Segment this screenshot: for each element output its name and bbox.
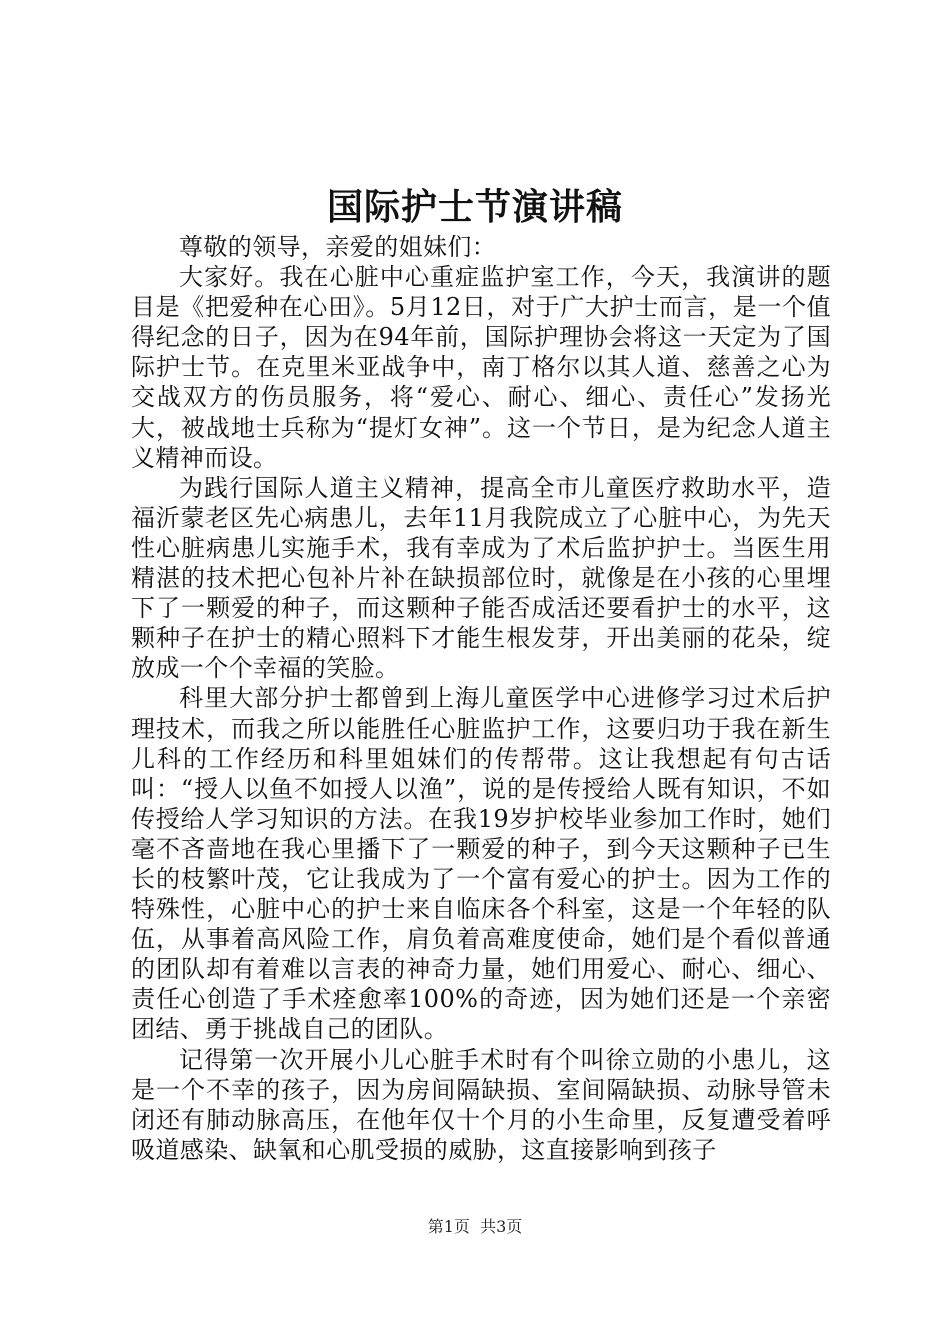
page-number-label: 第1页 共3页 [427, 1217, 523, 1236]
paragraph-intro: 大家好。我在心脏中心重症监护室工作，今天，我演讲的题目是《把爱种在心田》。5月12日，对于广大护士而言，是一个值得纪念的日子，因为在94年前，国际护理协会将这一天定为了国际护士节。在克里米亚战争中，南丁格尔以其人道、慈善之心为交战双方的伤员服务，将“爱心、耐心、细心、责任心”发扬光大，被战地士兵称为“提灯女神”。这一个节日，是为纪念人道主义精神而设。 [131, 263, 831, 472]
page-footer [0, 1216, 950, 1238]
document-title: 国际护士节演讲稿 [326, 186, 623, 228]
paragraph-heart-center: 为践行国际人道主义精神，提高全市儿童医疗救助水平，造福沂蒙老区先心病患儿，去年11月我院成立了心脏中心，为先天性心脏病患儿实施手术，我有幸成为了术后监护护士。当医生用精湛的技术把心包补片补在缺损部位时，就像是在小孩的心里埋下了一颗爱的种子，而这颗种子能否成活还要看护士的水平，这颗种子在护士的精心照料下才能生根发芽，开出美丽的花朵，绽放成一个个幸福的笑脸。 [131, 473, 831, 683]
document-body [131, 232, 831, 1165]
paragraph-team: 科里大部分护士都曾到上海儿童医学中心进修学习过术后护理技术，而我之所以能胜任心脏监护工作，这要归功于我在新生儿科的工作经历和科里姐妹们的传帮带。这让我想起有句古话叫：“授人以鱼不如授人以渔”，说的是传授给人既有知识，不如传授给人学习知识的方法。在我19岁护校毕业参加工作时，她们毫不吝啬地在我心里播下了一颗爱的种子，到今天这颗种子已生长的枝繁叶茂，它让我成为了一个富有爱心的护士。因为工作的特殊性，心脏中心的护士来自临床各个科室，这是一个年轻的队伍，从事着高风险工作，肩负着高难度使命，她们是个看似普通的团队却有着难以言表的神奇力量，她们用爱心、耐心、细心、责任心创造了手术痊愈率100%的奇迹，因为她们还是一个亲密团结、勇于挑战自己的团队。 [131, 684, 831, 1044]
paragraph-patient-story: 记得第一次开展小儿心脏手术时有个叫徐立勋的小患儿，这是一个不幸的孩子，因为房间隔缺损、室间隔缺损、动脉导管未闭还有肺动脉高压，在他年仅十个月的小生命里，反复遭受着呼吸道感染、缺氧和心肌受损的威胁，这直接影响到孩子 [131, 1045, 831, 1164]
paragraph-greeting: 尊敬的领导，亲爱的姐妹们： [179, 233, 497, 261]
